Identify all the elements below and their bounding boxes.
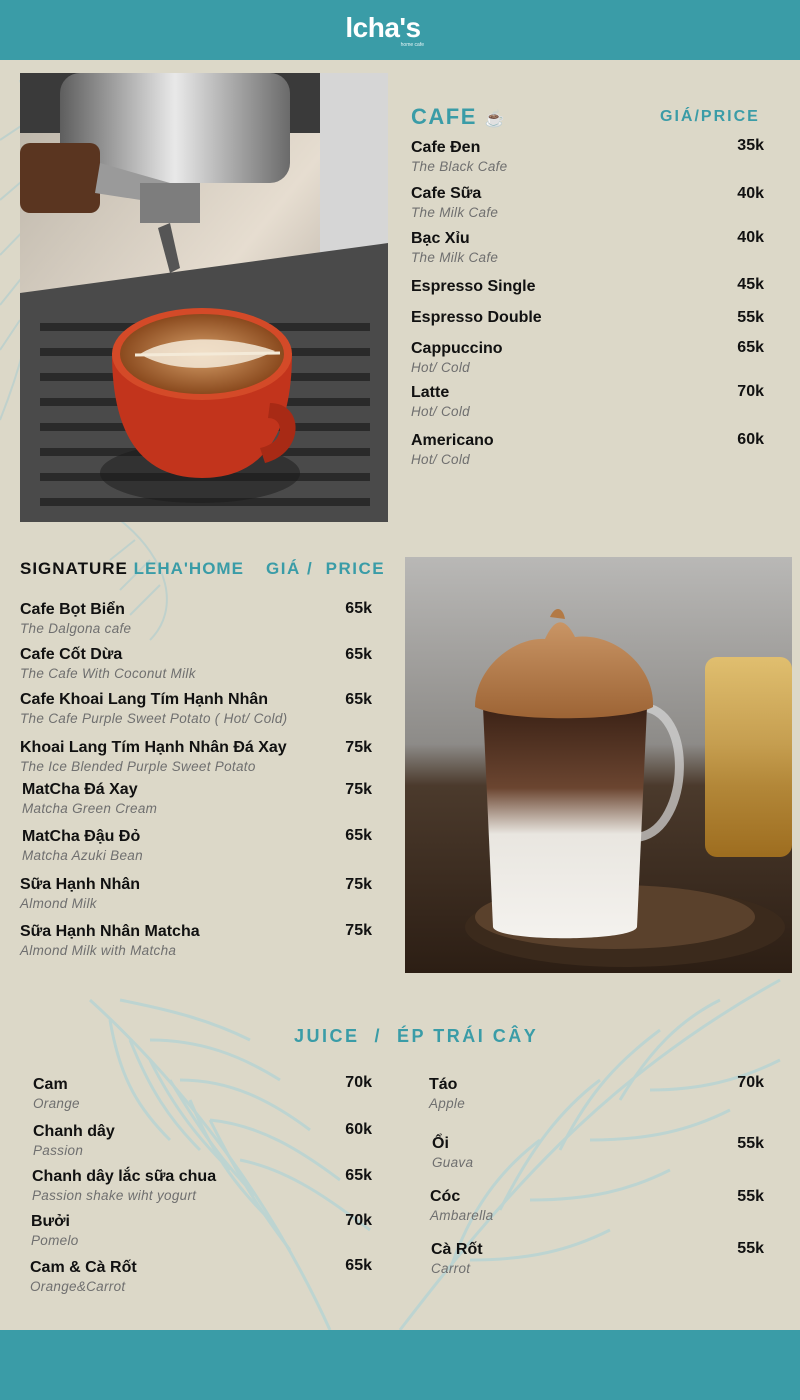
juice-item — [430, 1187, 493, 1224]
item-price: 55k — [737, 1240, 764, 1257]
item-price: 60k — [345, 1121, 372, 1138]
item-price: 75k — [345, 922, 372, 939]
item-name: Ổi — [432, 1135, 449, 1152]
juice-title: JUICE / ÉP TRÁI CÂY — [294, 1026, 539, 1046]
item-subtitle: The Milk Cafe — [411, 250, 499, 265]
cafe-title — [411, 104, 506, 130]
item-price: 70k — [345, 1074, 372, 1091]
signature-price-header: GIÁ / PRICE — [266, 559, 386, 578]
cafe-price-header: GIÁ/PRICE — [660, 108, 760, 125]
item-price: 75k — [345, 781, 372, 798]
item-price: 65k — [737, 339, 764, 356]
item-name: Chanh dây lắc sữa chua — [32, 1168, 217, 1185]
item-price: 45k — [737, 276, 764, 293]
item-name: MatCha Đậu Đỏ — [22, 828, 141, 845]
signature-item — [20, 645, 196, 682]
cafe-item — [411, 339, 503, 376]
item-name: Cafe Khoai Lang Tím Hạnh Nhân — [20, 691, 269, 708]
signature-item — [20, 600, 131, 637]
item-subtitle: Hot/ Cold — [411, 404, 470, 419]
juice-item — [30, 1258, 137, 1295]
item-name: Espresso Double — [411, 309, 542, 326]
item-name: Táo — [429, 1076, 458, 1093]
item-name: Cafe Bọt Biển — [20, 601, 125, 618]
item-price: 65k — [345, 691, 372, 708]
item-price: 70k — [737, 1074, 764, 1091]
coffee-cup-icon: ☕ — [484, 111, 506, 128]
item-name: MatCha Đá Xay — [22, 781, 138, 798]
item-name: Cam — [33, 1076, 68, 1093]
cafe-item — [411, 277, 536, 297]
signature-item — [20, 738, 287, 775]
item-name: Cappuccino — [411, 340, 503, 357]
item-subtitle: Hot/ Cold — [411, 360, 470, 375]
item-name: Cam & Cà Rốt — [30, 1259, 137, 1276]
item-price: 65k — [345, 1167, 372, 1184]
cafe-item — [411, 184, 498, 221]
item-name: Chanh dây — [33, 1123, 115, 1140]
item-subtitle: Ambarella — [430, 1208, 494, 1223]
juice-item — [429, 1075, 465, 1112]
item-price: 55k — [737, 309, 764, 326]
juice-item — [31, 1212, 79, 1249]
cafe-item — [411, 308, 542, 328]
item-name: Cà Rốt — [431, 1241, 483, 1258]
item-name: Cafe Đen — [411, 139, 481, 156]
item-name: Cóc — [430, 1188, 461, 1205]
dalgona-photo — [405, 557, 792, 973]
item-subtitle: Pomelo — [31, 1233, 79, 1248]
item-subtitle: Matcha Azuki Bean — [22, 848, 143, 863]
juice-item — [32, 1167, 216, 1204]
item-price: 60k — [737, 431, 764, 448]
item-name: Cafe Sữa — [411, 185, 482, 202]
cafe-item — [411, 383, 470, 420]
item-subtitle: Passion — [33, 1143, 84, 1158]
item-subtitle: Carrot — [431, 1261, 471, 1276]
item-name: Latte — [411, 384, 450, 401]
item-subtitle: The Dalgona cafe — [20, 621, 132, 636]
item-price: 65k — [345, 646, 372, 663]
item-name: Espresso Single — [411, 278, 536, 295]
item-price: 65k — [345, 1257, 372, 1274]
brand-tagline: home cafe — [400, 42, 424, 48]
item-price: 75k — [345, 876, 372, 893]
juice-item — [33, 1075, 80, 1112]
item-price: 75k — [345, 739, 372, 756]
juice-item — [432, 1134, 473, 1171]
brand-name: lcha's — [345, 12, 421, 43]
signature-item — [22, 827, 143, 864]
item-subtitle: The Black Cafe — [411, 159, 508, 174]
item-price: 35k — [737, 137, 764, 154]
latte-photo — [20, 73, 388, 522]
footer-bar — [0, 1330, 800, 1400]
item-subtitle: Guava — [432, 1155, 474, 1170]
item-name: Cafe Cốt Dừa — [20, 646, 123, 663]
item-price: 40k — [737, 229, 764, 246]
item-name: Khoai Lang Tím Hạnh Nhân Đá Xay — [20, 739, 287, 756]
item-subtitle: Passion shake wiht yogurt — [32, 1188, 197, 1203]
cafe-title-text: CAFE — [411, 104, 477, 129]
signature-title-teal: LEHA'HOME — [133, 559, 244, 578]
item-name: Bưởi — [31, 1213, 70, 1230]
item-subtitle: Almond Milk with Matcha — [20, 943, 177, 958]
item-price: 65k — [345, 600, 372, 617]
item-price: 55k — [737, 1188, 764, 1205]
signature-item — [22, 780, 157, 817]
signature-title — [20, 559, 244, 579]
item-subtitle: Apple — [429, 1096, 466, 1111]
signature-item — [20, 922, 200, 959]
item-price: 65k — [345, 827, 372, 844]
item-subtitle: Orange&Carrot — [30, 1279, 126, 1294]
signature-item — [20, 875, 140, 912]
item-name: Americano — [411, 432, 494, 449]
item-subtitle: Orange — [33, 1096, 80, 1111]
item-subtitle: The Cafe Purple Sweet Potato ( Hot/ Cold) — [20, 711, 288, 726]
item-price: 55k — [737, 1135, 764, 1152]
item-subtitle: The Cafe With Coconut Milk — [20, 666, 196, 681]
item-subtitle: Hot/ Cold — [411, 452, 470, 467]
cafe-item — [411, 229, 498, 266]
brand-logo — [338, 12, 428, 52]
item-name: Sữa Hạnh Nhân — [20, 876, 141, 893]
cafe-item — [411, 431, 494, 468]
item-subtitle: The Ice Blended Purple Sweet Potato — [20, 759, 256, 774]
juice-item — [33, 1122, 115, 1159]
cafe-item — [411, 138, 508, 175]
item-subtitle: Almond Milk — [20, 896, 97, 911]
signature-title-black: SIGNATURE — [20, 559, 128, 578]
item-price: 40k — [737, 185, 764, 202]
item-name: Sữa Hạnh Nhân Matcha — [20, 923, 200, 940]
signature-item — [20, 690, 287, 727]
item-name: Bạc Xỉu — [411, 230, 470, 247]
item-subtitle: Matcha Green Cream — [22, 801, 158, 816]
item-price: 70k — [345, 1212, 372, 1229]
juice-item — [431, 1240, 483, 1277]
item-price: 70k — [737, 383, 764, 400]
item-subtitle: The Milk Cafe — [411, 205, 499, 220]
